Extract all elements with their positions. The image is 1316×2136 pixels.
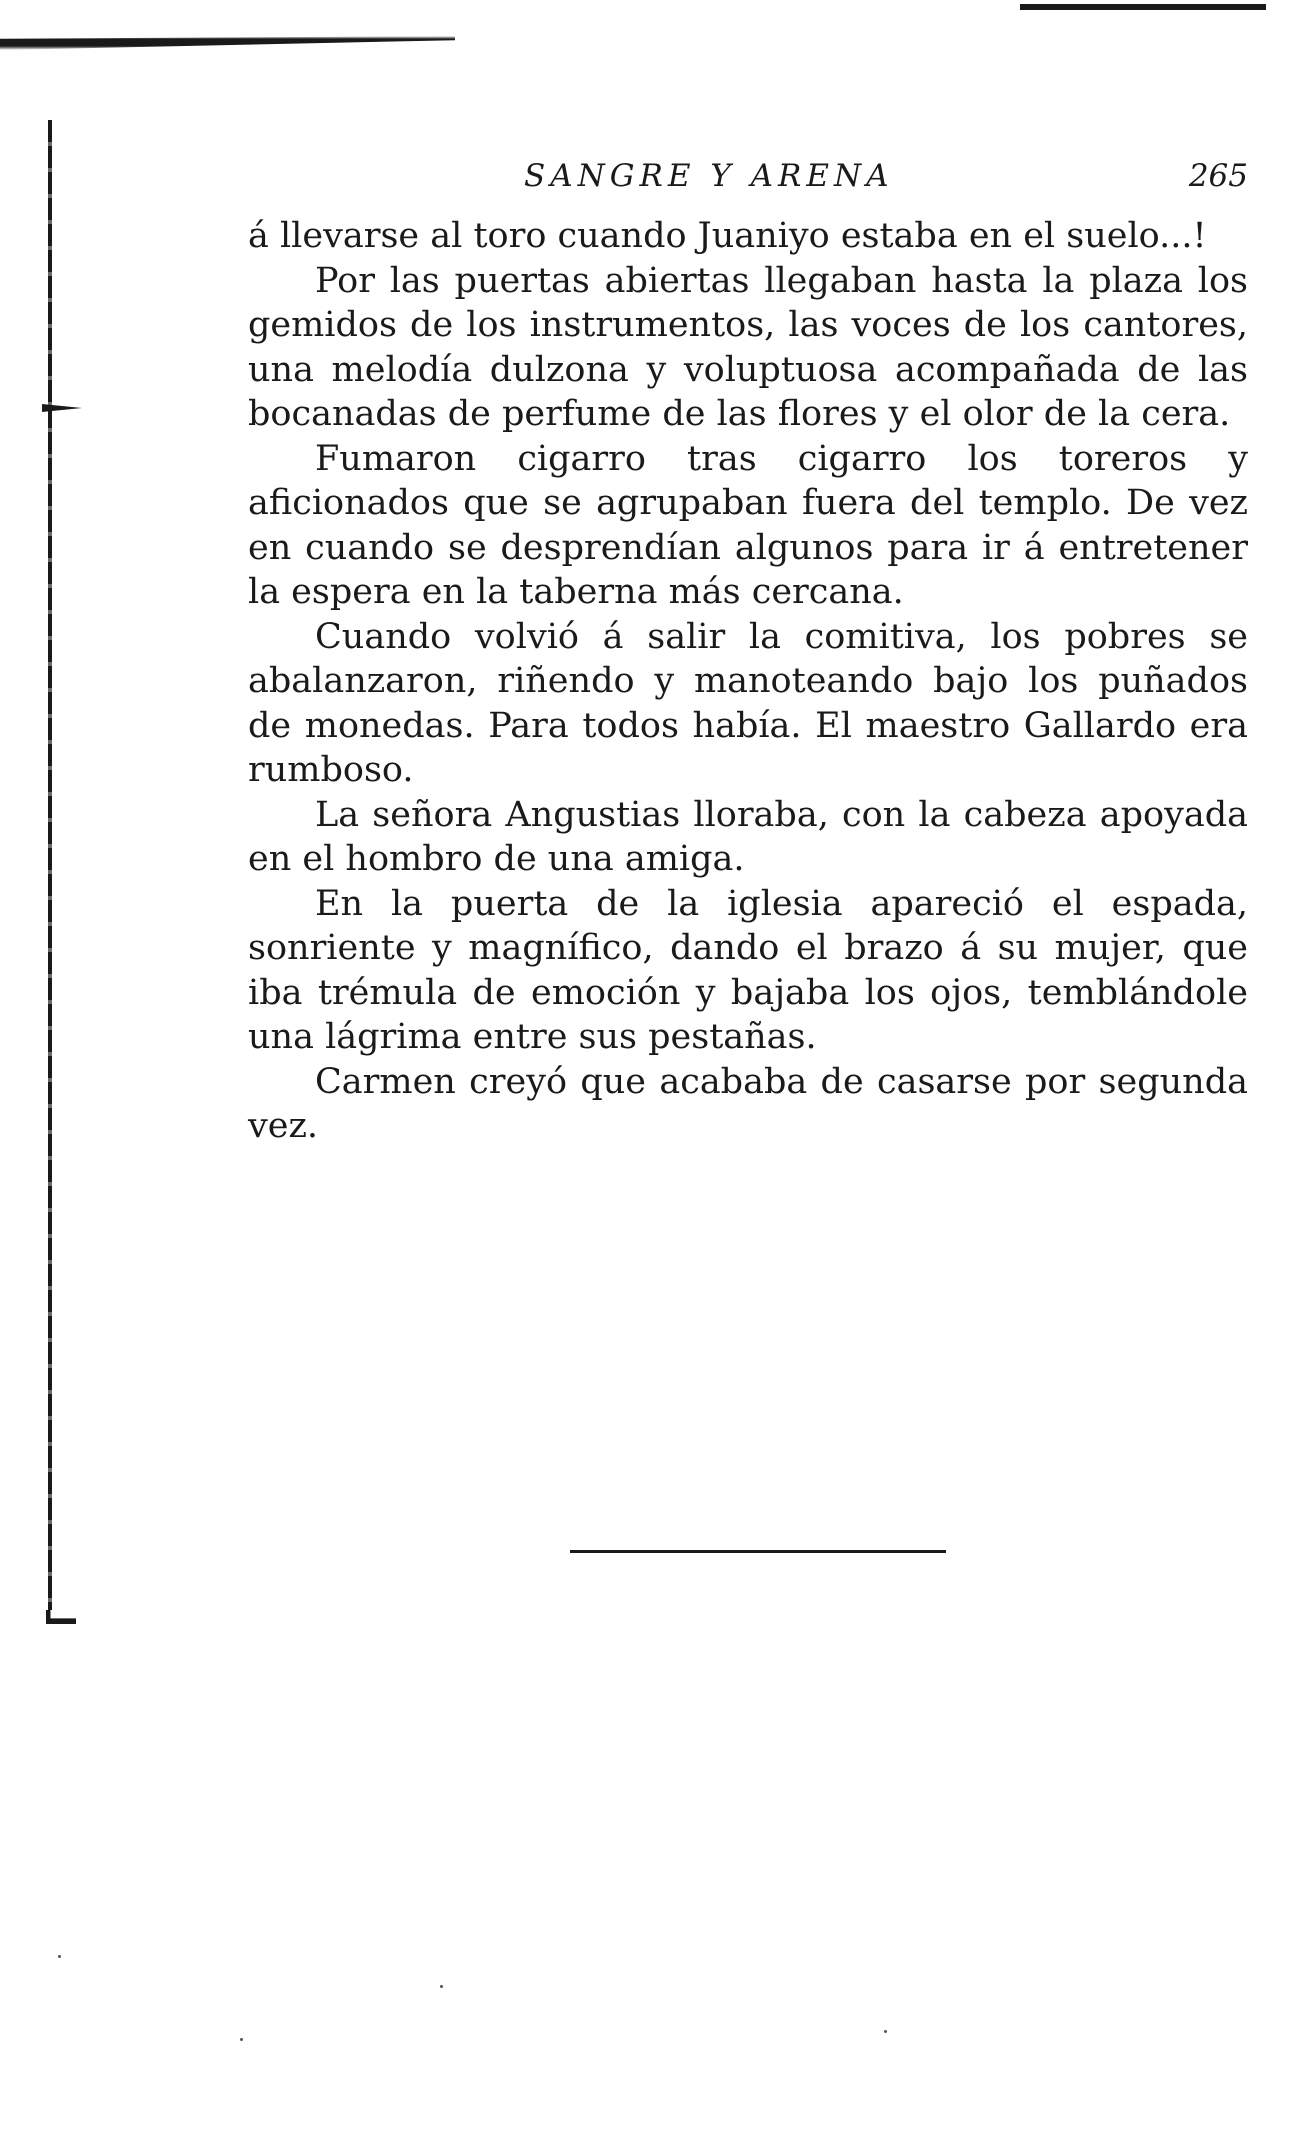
body-text <box>248 214 1248 1149</box>
paragraph: En la puerta de la iglesia apareció el espada, sonriente y magnífico, dando el brazo á su mujer, que iba trémula de emoción y bajaba los ojos, temblándole una lágrima entre sus pestañas. <box>248 883 1248 1057</box>
paragraph: Fumaron cigarro tras cigarro los toreros y aficionados que se agrupaban fuera del templo. De vez en cuando se desprendían algunos para ir á entretener la espera en la taberna más cercana. <box>248 438 1248 612</box>
page-number: 265 <box>1188 158 1248 194</box>
margin-corner-mark <box>46 1610 76 1624</box>
scan-speck <box>58 1955 61 1958</box>
scan-edge-rule-top-right <box>1020 4 1266 10</box>
margin-arrow-mark <box>42 404 82 412</box>
scan-speck <box>440 1985 443 1988</box>
paragraph-continuation: á llevarse al toro cuando Juaniyo estaba en el suelo...! <box>248 216 1207 256</box>
binding-margin-line <box>48 120 52 1610</box>
paragraph: Cuando volvió á salir la comitiva, los pobres se abalanzaron, riñendo y manoteando bajo los puñados de monedas. Para todos había. El maestro Gallardo era rumboso. <box>248 616 1248 790</box>
scan-edge-rule-top-left <box>0 36 455 50</box>
running-head <box>248 158 1248 202</box>
book-page <box>248 158 1248 1149</box>
chapter-end-rule <box>570 1550 946 1553</box>
scan-speck <box>240 2038 243 2041</box>
paragraph: Por las puertas abiertas llegaban hasta la plaza los gemidos de los instrumentos, las voces de los cantores, una melodía dulzona y voluptuosa acompañada de las bocanadas de perfume de las flores y el olor de la cera. <box>248 260 1248 434</box>
running-title: SANGRE Y ARENA <box>524 158 894 194</box>
paragraph: La señora Angustias lloraba, con la cabeza apoyada en el hombro de una amiga. <box>248 794 1248 879</box>
paragraph: Carmen creyó que acababa de casarse por segunda vez. <box>248 1061 1248 1146</box>
scan-speck <box>884 2030 887 2033</box>
